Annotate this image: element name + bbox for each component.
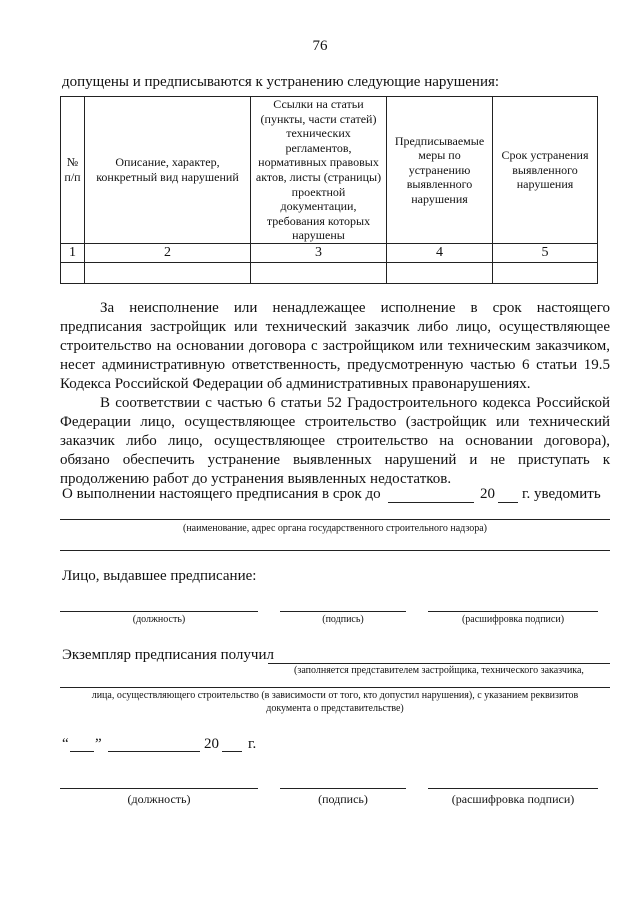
- receiver-name-field-extra[interactable]: [60, 687, 610, 688]
- obligation-paragraph: [60, 394, 610, 489]
- column-number: 4: [387, 244, 493, 263]
- issuer-name-field[interactable]: [428, 611, 598, 612]
- issuer-signature-caption: (подпись): [322, 614, 364, 625]
- header-measures: Предписываемые меры по устранению выявленного нарушения: [387, 97, 493, 244]
- receiver-position-field[interactable]: [60, 788, 258, 789]
- notify-suffix: г. уведомить: [522, 486, 601, 502]
- notify-prefix: О выполнении настоящего предписания в срок до: [62, 486, 381, 502]
- column-number: 1: [61, 244, 85, 263]
- date-month-field[interactable]: [108, 751, 200, 752]
- authority-field-extra[interactable]: [60, 550, 610, 551]
- receiver-decode-caption: (расшифровка подписи): [451, 792, 575, 806]
- table-row: [61, 263, 598, 284]
- receiver-caption-3: документа о представительстве): [266, 703, 404, 714]
- column-number: 3: [251, 244, 387, 263]
- date-year-field[interactable]: [222, 751, 242, 752]
- liability-paragraph: [60, 299, 610, 394]
- notify-year-field[interactable]: [498, 502, 518, 503]
- notify-year: 20: [480, 486, 495, 502]
- intro-text: допущены и предписываются к устранению следующие нарушения:: [62, 74, 500, 90]
- violations-table: [60, 96, 598, 284]
- date-day-field[interactable]: [70, 751, 94, 752]
- receiver-label: Экземпляр предписания получил: [62, 647, 274, 663]
- issuer-position-caption: (должность): [132, 614, 186, 625]
- table-cell-empty[interactable]: [85, 263, 251, 284]
- authority-caption: (наименование, адрес органа государственного строительного надзора): [182, 523, 488, 534]
- date-open-quote: “: [62, 736, 69, 752]
- date-suffix: г.: [248, 736, 257, 752]
- header-references: Ссылки на статьи (пункты, части статей) технических регламентов, нормативных правовых актов, листы (страницы) проектной документации, требования которых нарушены: [251, 97, 387, 244]
- authority-field[interactable]: [60, 519, 610, 520]
- column-number: 2: [85, 244, 251, 263]
- issuer-label: Лицо, выдавшее предписание:: [62, 568, 257, 584]
- table-cell-empty[interactable]: [61, 263, 85, 284]
- receiver-decode-field[interactable]: [428, 788, 598, 789]
- receiver-name-field[interactable]: [268, 663, 610, 664]
- issuer-position-field[interactable]: [60, 611, 258, 612]
- page-number: 76: [312, 38, 328, 54]
- date-close-quote: ”: [95, 736, 102, 752]
- obligation-text: В соответствии с частью 6 статьи 52 Градостроительного кодекса Российской Федерации лицо, осуществляющее строительство (застройщик или технический заказчик либо лицо, осуществляющее строительство на основании договора), обязано обеспечить устранение выявленных нарушений и не приступать к продолжению работ до устранения выявленных недостатков.: [60, 395, 610, 487]
- table-column-numbers-row: [61, 244, 598, 263]
- issuer-signature-field[interactable]: [280, 611, 406, 612]
- liability-text: За неисполнение или ненадлежащее исполнение в срок настоящего предписания застройщик или технический заказчик либо лицо, осуществляющее строительство на основании договора с застройщиком или техническим заказчиком, несет административную ответственность, предусмотренную частью 6 статьи 19.5 Кодекса Российской Федерации об административных правонарушениях.: [60, 300, 610, 392]
- notify-date-field[interactable]: [388, 502, 474, 503]
- header-description: Описание, характер, конкретный вид нарушений: [85, 97, 251, 244]
- receiver-signature-field[interactable]: [280, 788, 406, 789]
- receiver-position-caption: (должность): [127, 792, 191, 806]
- column-number: 5: [493, 244, 598, 263]
- table-cell-empty[interactable]: [387, 263, 493, 284]
- receiver-signature-caption: (подпись): [318, 792, 368, 806]
- table-cell-empty[interactable]: [251, 263, 387, 284]
- receiver-caption-1: (заполняется представителем застройщика, технического заказчика,: [294, 665, 584, 676]
- issuer-name-caption: (расшифровка подписи): [461, 614, 565, 625]
- receiver-caption-2: лица, осуществляющего строительство (в зависимости от того, кто допустил нарушения), с указанием реквизитов: [91, 690, 579, 701]
- header-deadline: Срок устранения выявленного нарушения: [493, 97, 598, 244]
- table-header-row: [61, 97, 598, 244]
- table-cell-empty[interactable]: [493, 263, 598, 284]
- date-year: 20: [204, 736, 219, 752]
- header-number: № п/п: [61, 97, 85, 244]
